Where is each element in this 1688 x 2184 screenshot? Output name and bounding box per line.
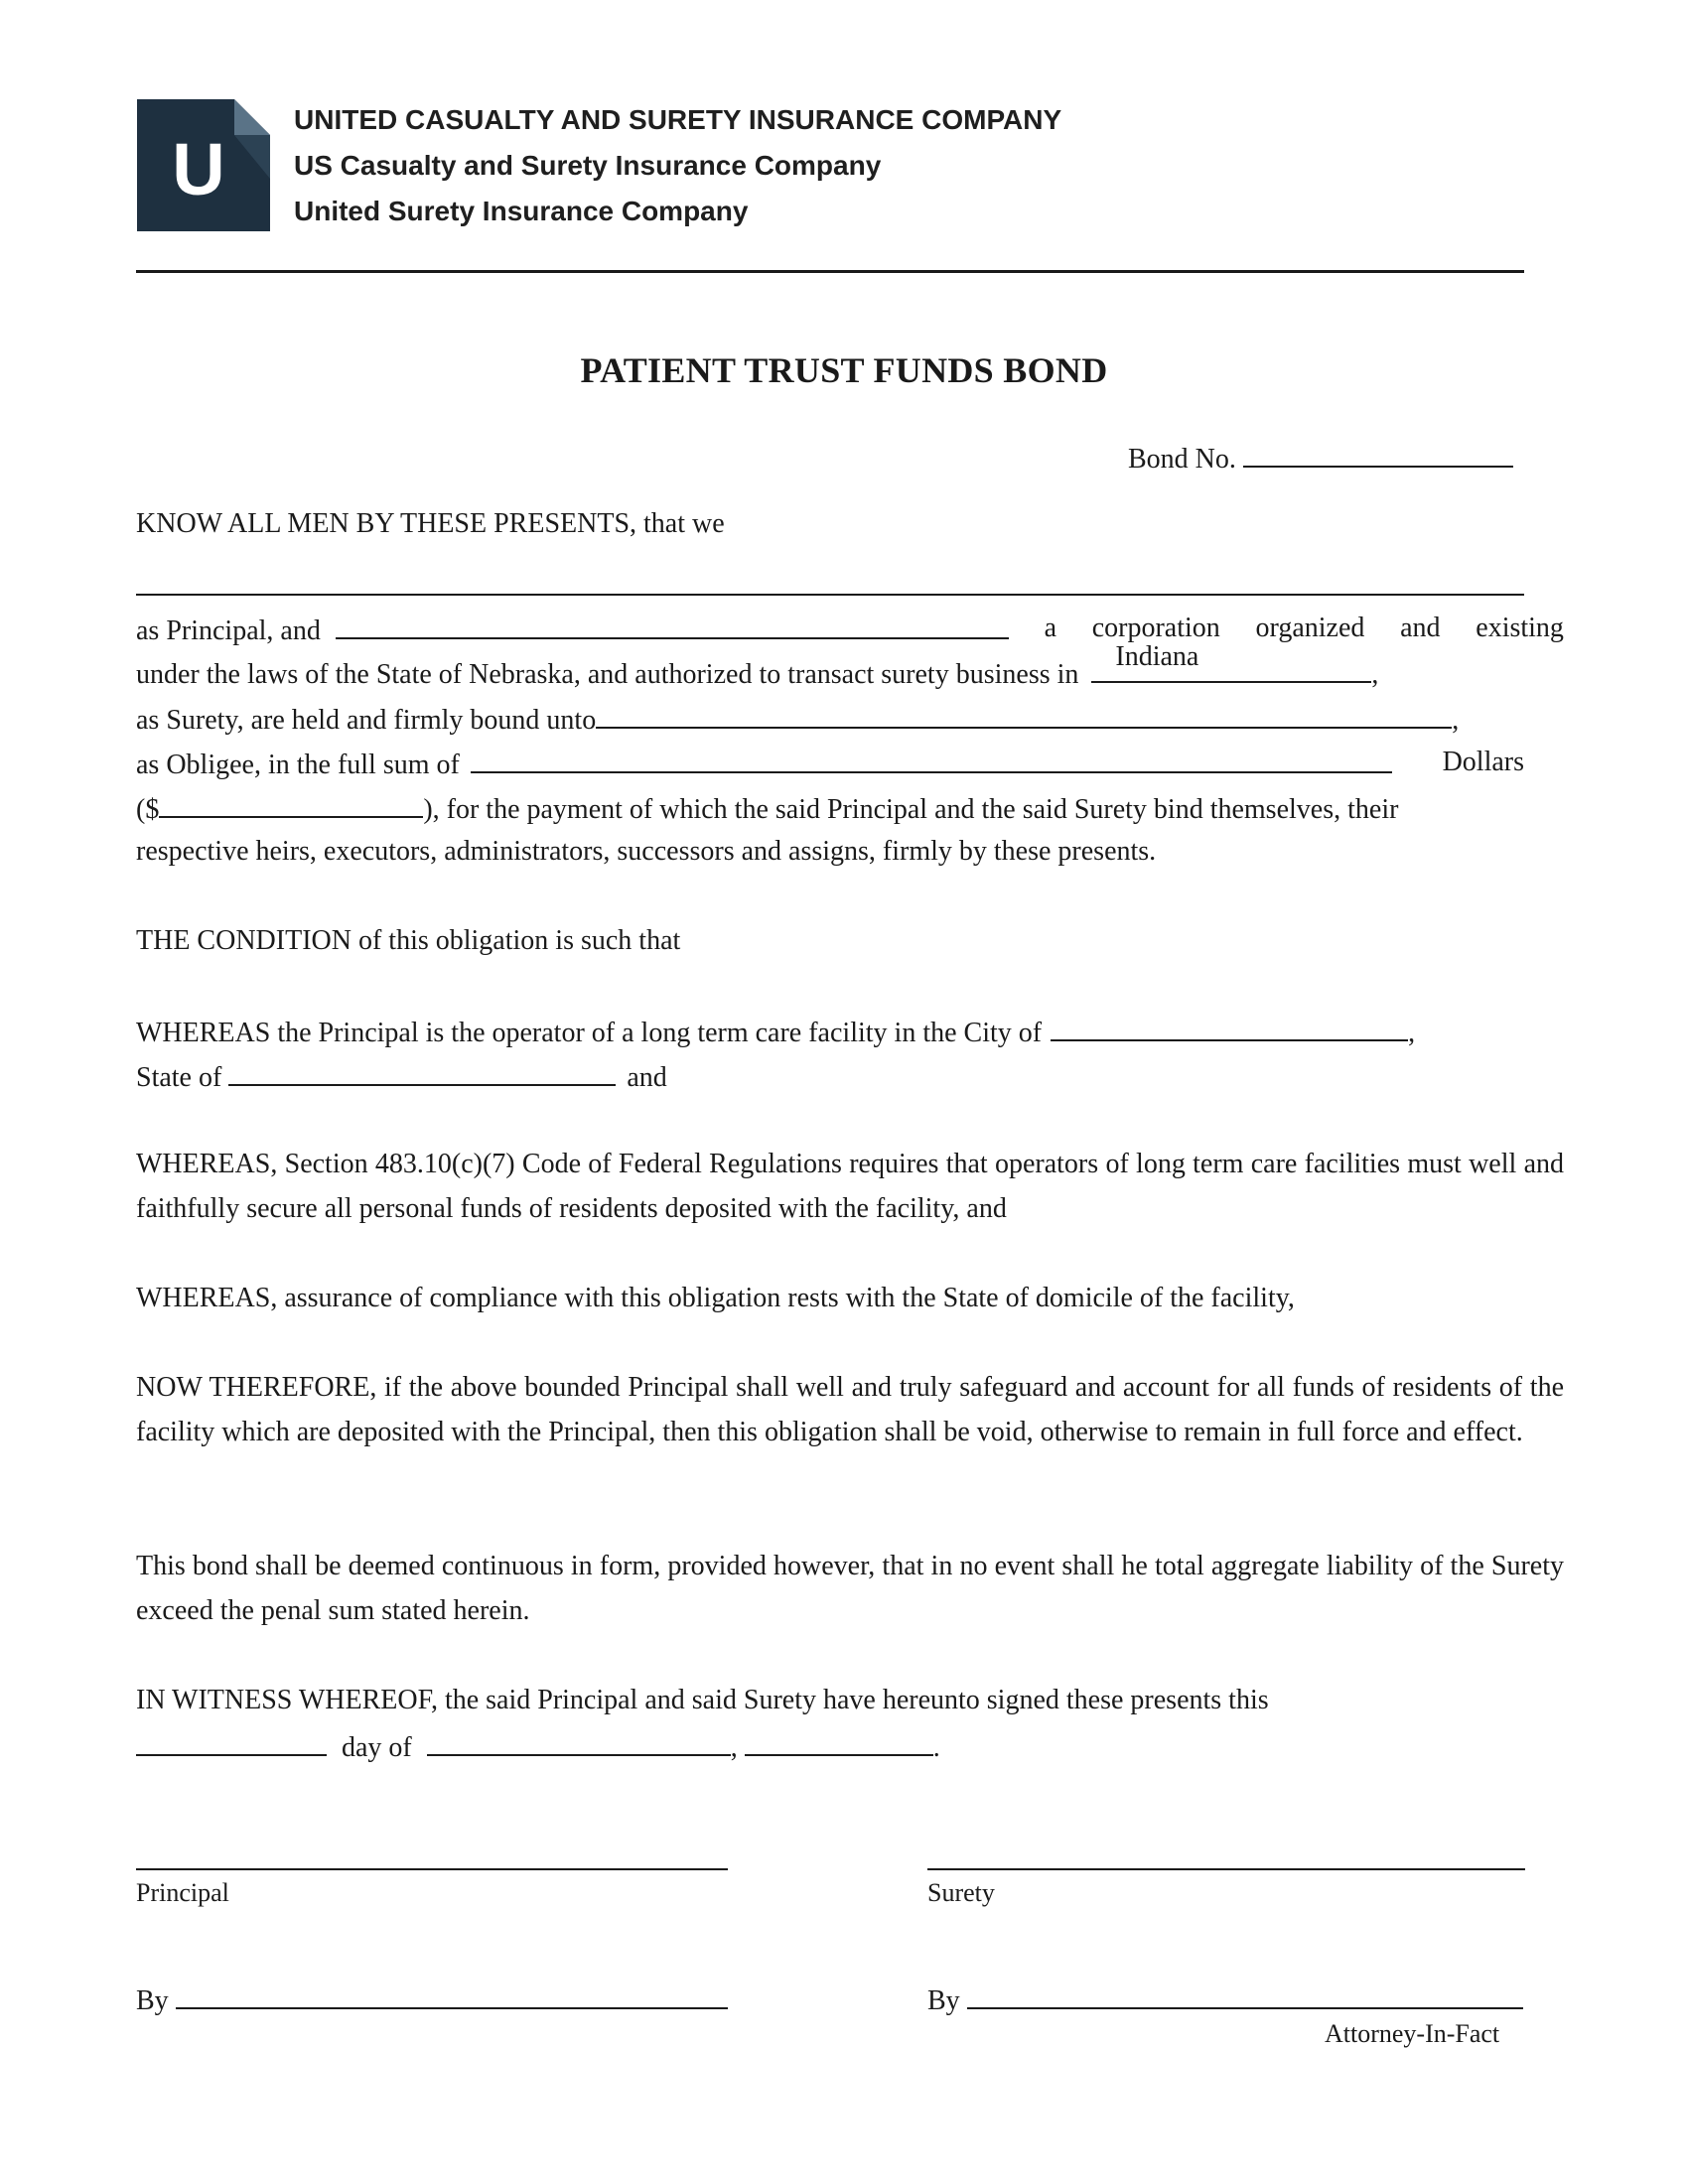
- facility-city-field[interactable]: [1051, 1008, 1408, 1041]
- bond-number-row: [1128, 434, 1513, 476]
- dollars-word: Dollars: [1442, 747, 1524, 777]
- amount-close: ), for the payment of which the said Principal and the said Surety bind themselves, their: [423, 794, 1399, 825]
- company-line-3: United Surety Insurance Company: [294, 196, 749, 226]
- date-row: [136, 1722, 940, 1770]
- state-of-label: State of: [136, 1062, 222, 1093]
- principal-by-label: By: [136, 1985, 169, 2016]
- surety-signature-line[interactable]: [927, 1868, 1525, 1870]
- day-field[interactable]: [136, 1722, 327, 1756]
- company-names: [294, 97, 1061, 234]
- obligee-name-field[interactable]: [596, 695, 1452, 729]
- header-divider: [136, 270, 1524, 273]
- whereas-domicile-text: WHEREAS, assurance of compliance with this obligation rests with the State of domicile of the facility,: [136, 1283, 1295, 1313]
- amount-open: ($: [136, 794, 160, 825]
- amount-row: [136, 784, 1398, 832]
- state-and-word: and: [627, 1062, 667, 1093]
- corp-word-1: a: [1044, 613, 1056, 643]
- city-comma: ,: [1408, 1018, 1416, 1048]
- surety-company-field[interactable]: [336, 606, 1009, 639]
- attorney-in-fact-label: Attorney-In-Fact: [1325, 2019, 1500, 2048]
- surety-state-field[interactable]: [1091, 641, 1371, 683]
- continuous-paragraph: This bond shall be deemed continuous in form, provided however, that in no event shall he total aggregate liability of the Surety exceed the penal sum stated herein.: [136, 1551, 1564, 1626]
- witness-text: IN WITNESS WHEREOF, the said Principal and said Surety have hereunto signed these presents this: [136, 1685, 1269, 1715]
- corp-word-2: corporation: [1091, 613, 1220, 643]
- principal-label: Principal: [136, 1878, 229, 1907]
- principal-name-field[interactable]: [136, 594, 1524, 596]
- day-of-label: day of: [342, 1732, 412, 1763]
- month-field[interactable]: [427, 1722, 731, 1756]
- sum-row: [136, 740, 1524, 787]
- know-all-men-text: KNOW ALL MEN BY THESE PRESENTS, that we: [136, 508, 725, 539]
- document-title: PATIENT TRUST FUNDS BOND: [580, 350, 1108, 390]
- laws-row: [136, 641, 1379, 697]
- surety-label: Surety: [927, 1878, 995, 1907]
- whereas-cfr-paragraph: WHEREAS, Section 483.10(c)(7) Code of Federal Regulations requires that operators of long term care facilities must well and faithfully secure all personal funds of residents deposited with the facility, and: [136, 1149, 1564, 1224]
- laws-comma: ,: [1371, 659, 1379, 690]
- corp-word-3: organized: [1255, 613, 1365, 643]
- year-field[interactable]: [745, 1722, 933, 1756]
- obligee-comma: ,: [1452, 705, 1460, 736]
- condition-text: THE CONDITION of this obligation is such that: [136, 925, 681, 956]
- surety-by-label: By: [927, 1985, 960, 2016]
- obligee-prefix: as Obligee, in the full sum of: [136, 750, 460, 780]
- heirs-text: respective heirs, executors, administrators, successors and assigns, firmly by these presents.: [136, 836, 1157, 867]
- obligee-row: [136, 695, 1459, 743]
- logo-letter: U: [172, 128, 225, 210]
- whereas-city-row: [136, 1008, 1415, 1055]
- date-comma: ,: [730, 1732, 738, 1763]
- principal-prefix: as Principal, and: [136, 615, 321, 646]
- surety-by-field[interactable]: [967, 1976, 1523, 2009]
- facility-state-field[interactable]: [228, 1052, 616, 1086]
- sum-words-field[interactable]: [471, 740, 1392, 773]
- surety-by-row: [927, 1976, 1523, 2023]
- sum-group: [136, 740, 1392, 787]
- date-period: .: [932, 1732, 940, 1763]
- corp-word-5: existing: [1476, 613, 1564, 643]
- laws-text: under the laws of the State of Nebraska, and authorized to transact surety business in: [136, 659, 1079, 690]
- bond-number-field[interactable]: [1243, 434, 1513, 468]
- principal-surety-row: [136, 606, 1564, 653]
- now-therefore-paragraph: NOW THEREFORE, if the above bounded Principal shall well and truly safeguard and account for all funds of residents of the facility which are deposited with the Principal, then this obligation shall be void, otherwise to remain in full force and effect.: [136, 1372, 1564, 1447]
- surety-state-value: Indiana: [1115, 641, 1199, 672]
- company-logo: [137, 99, 270, 231]
- principal-and-group: [136, 606, 1009, 653]
- amount-field[interactable]: [159, 784, 423, 818]
- company-line-1: UNITED CASUALTY AND SURETY INSURANCE COMPANY: [294, 104, 1062, 135]
- whereas-city-prefix: WHEREAS the Principal is the operator of a long term care facility in the City of: [136, 1018, 1043, 1048]
- principal-by-field[interactable]: [176, 1976, 728, 2009]
- state-row: [136, 1052, 667, 1100]
- company-line-2: US Casualty and Surety Insurance Company: [294, 150, 882, 181]
- principal-signature-line[interactable]: [136, 1868, 728, 1870]
- principal-by-row: [136, 1976, 728, 2023]
- corp-word-4: and: [1400, 613, 1441, 643]
- bond-number-label: Bond No.: [1128, 444, 1236, 475]
- surety-prefix: as Surety, are held and firmly bound unto: [136, 705, 597, 736]
